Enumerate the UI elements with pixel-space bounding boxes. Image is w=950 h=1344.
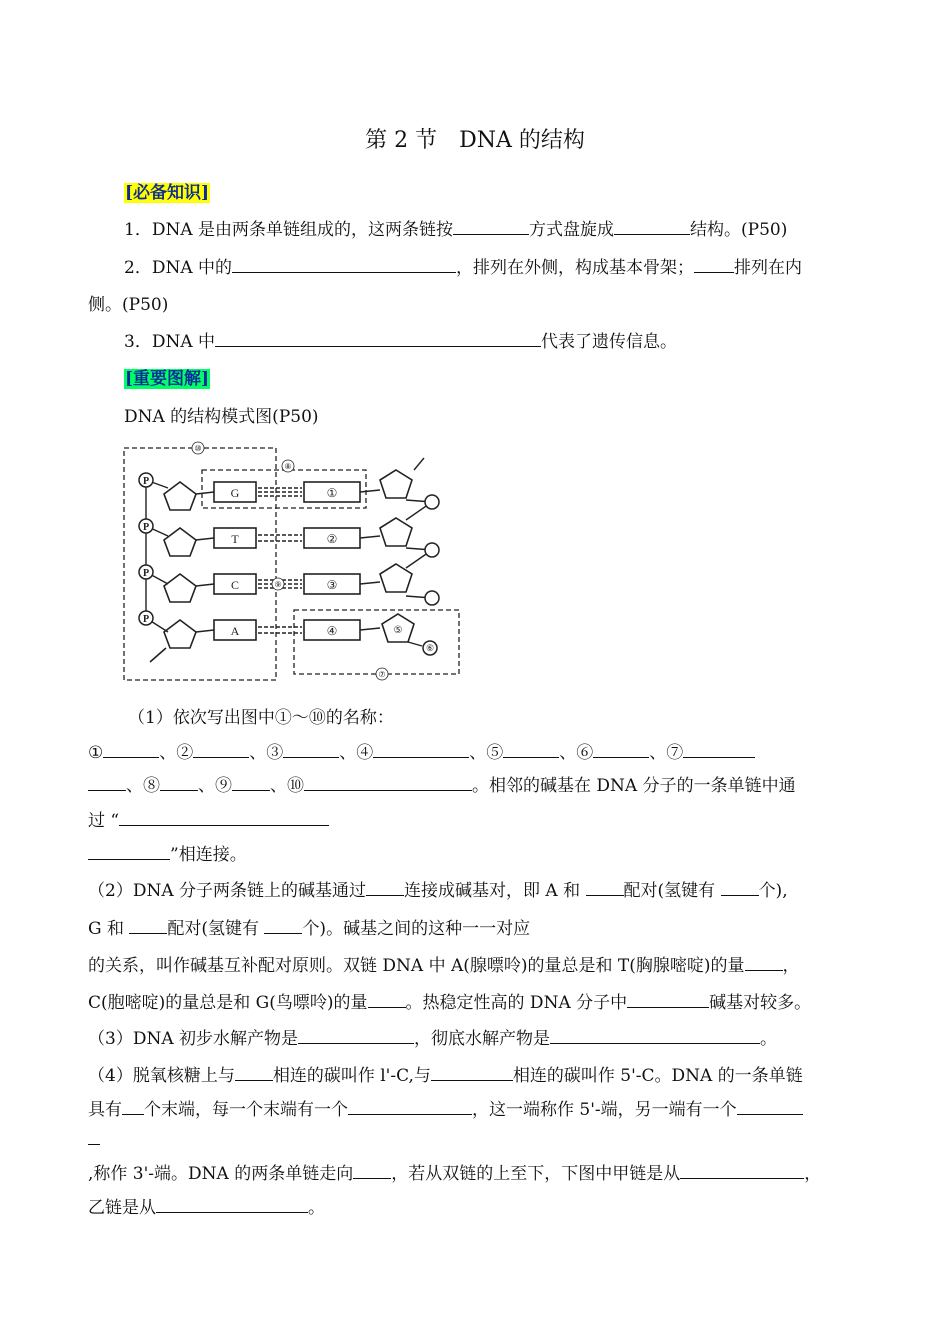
answer-blank[interactable] <box>122 1098 144 1115</box>
text: ,称作 3'-端。DNA 的两条单链走向 <box>88 1164 354 1184</box>
answer-blank[interactable] <box>680 1162 804 1179</box>
svg-text:⑩: ⑩ <box>194 444 202 453</box>
sugar-icon <box>380 564 412 592</box>
text: 3．DNA 中 <box>124 332 216 352</box>
text: 。 <box>760 1029 778 1049</box>
base-label: C <box>230 578 240 592</box>
base-label: G <box>230 486 240 500</box>
answer-blank[interactable] <box>503 741 559 758</box>
box-7-label <box>376 668 388 680</box>
text: 1．DNA 是由两条单链组成的，这两条链按 <box>124 220 454 240</box>
sugar-icon <box>164 482 196 510</box>
answer-blank[interactable] <box>453 218 529 235</box>
text: （4）脱氧核糖上与 <box>88 1066 235 1086</box>
page-title: 第 2 节 DNA 的结构 <box>365 128 585 153</box>
answer-blank[interactable] <box>232 774 270 791</box>
phosphate-label: P <box>142 522 150 533</box>
q4-line-4 <box>88 1196 325 1220</box>
answer-blank[interactable] <box>298 1027 414 1044</box>
answer-blank[interactable] <box>156 1196 308 1213</box>
phosphate-label: P <box>142 476 150 487</box>
base-label: T <box>231 532 239 546</box>
q3-line <box>88 1027 777 1051</box>
hydrogen-bond <box>258 627 302 633</box>
answer-blank[interactable] <box>215 330 541 347</box>
base-label: ④ <box>326 624 338 638</box>
sugar-icon <box>164 620 196 648</box>
q1-line-1 <box>88 741 755 765</box>
text: 、③ <box>249 743 284 763</box>
nucleotide-row-4 <box>139 611 437 655</box>
sugar-icon <box>380 470 412 498</box>
answer-blank[interactable] <box>614 218 690 235</box>
text: 、⑦ <box>649 743 684 763</box>
q4-line-2-cont <box>88 1128 100 1152</box>
nucleotide-row-3 <box>139 564 439 605</box>
answer-blank[interactable] <box>368 991 406 1008</box>
text: 碱基对较多。 <box>709 993 812 1013</box>
text: ，这一端称作 5'-端，另一端有一个 <box>472 1100 737 1120</box>
base-label: ② <box>326 532 338 546</box>
q2-line-1 <box>88 879 788 903</box>
text: 乙链是从 <box>88 1198 156 1218</box>
text: ① <box>88 743 104 763</box>
nucleotide-row-2 <box>139 518 439 557</box>
text: 相连的碳叫作 l'-C,与 <box>272 1066 431 1086</box>
text: 配对(氢键有 <box>167 919 265 939</box>
q4-line-3 <box>88 1162 821 1186</box>
answer-blank[interactable] <box>627 991 709 1008</box>
answer-blank[interactable] <box>694 256 734 273</box>
svg-text:⑦: ⑦ <box>378 670 386 679</box>
dna-structure-diagram <box>118 438 463 686</box>
text: ，彻底水解产物是 <box>414 1029 551 1049</box>
text: 相连的碳叫作 5'-C。DNA 的一条单链 <box>512 1066 803 1086</box>
answer-blank[interactable] <box>586 879 624 896</box>
text: 、⑥ <box>559 743 594 763</box>
text: 过 “ <box>88 811 120 831</box>
phosphate-icon <box>425 495 439 509</box>
text: 2．DNA 中的 <box>124 258 233 278</box>
q2-line-3 <box>88 954 800 978</box>
text: 具有 <box>88 1100 122 1120</box>
text: 、⑨ <box>198 776 232 796</box>
answer-blank[interactable] <box>550 1027 760 1044</box>
text: 。 <box>308 1198 325 1218</box>
phosphate-label: P <box>142 614 150 625</box>
answer-blank[interactable] <box>593 741 649 758</box>
q1-line-4 <box>88 843 247 867</box>
text: 个)。碱基之间的这种一一对应 <box>302 919 531 939</box>
answer-blank[interactable] <box>160 774 198 791</box>
knowledge-item-2 <box>124 256 802 280</box>
phosphate-label: ⑥ <box>425 643 435 653</box>
answer-blank[interactable] <box>353 1162 391 1179</box>
text: 、⑩ <box>270 776 304 796</box>
phosphate-icon <box>425 543 439 557</box>
left-backbone <box>146 480 168 632</box>
sugar-label: ⑤ <box>393 625 403 636</box>
text: 个末端，每一个末端有一个 <box>144 1100 348 1120</box>
answer-blank[interactable] <box>737 1098 803 1115</box>
q1-line-3 <box>88 809 329 833</box>
text: 、④ <box>339 743 374 763</box>
q2-line-2 <box>88 917 530 941</box>
base-label: ③ <box>326 578 338 592</box>
sugar-icon <box>380 518 412 546</box>
text: 、② <box>159 743 194 763</box>
box-8-label <box>282 460 294 472</box>
bond-label <box>272 578 284 590</box>
answer-blank[interactable] <box>119 809 329 826</box>
answer-blank[interactable] <box>232 256 456 273</box>
answer-blank[interactable] <box>683 741 755 758</box>
answer-blank[interactable] <box>721 879 759 896</box>
knowledge-item-1 <box>124 218 787 242</box>
hydrogen-bond <box>258 488 302 496</box>
q1-intro: （1）依次写出图中①～⑩的名称： <box>128 708 394 728</box>
answer-blank[interactable] <box>366 879 404 896</box>
base-label: A <box>230 624 240 638</box>
text: ， <box>804 1164 822 1184</box>
section-tag-key-diagram <box>124 367 210 391</box>
text: 代表了遗传信息。 <box>541 332 678 352</box>
answer-blank[interactable] <box>745 954 783 971</box>
text: 连接成碱基对，即 A 和 <box>404 881 586 901</box>
svg-text:⑧: ⑧ <box>284 462 292 471</box>
text: 排列在内 <box>734 258 803 278</box>
answer-blank[interactable] <box>103 741 159 758</box>
text: 配对(氢键有 <box>623 881 721 901</box>
answer-blank[interactable] <box>88 843 170 860</box>
answer-blank[interactable] <box>264 917 302 934</box>
text: G 和 <box>88 919 130 939</box>
text: ， <box>782 956 800 976</box>
answer-blank[interactable] <box>88 774 126 791</box>
text: 、⑤ <box>469 743 504 763</box>
box-10-label <box>192 442 204 454</box>
answer-blank[interactable] <box>431 1064 513 1081</box>
sugar-icon <box>164 574 196 602</box>
answer-blank[interactable] <box>304 774 472 791</box>
phosphate-label: P <box>142 568 150 579</box>
left-strand-tail <box>150 648 166 662</box>
text: ”相连接。 <box>170 845 247 865</box>
text: 的关系，叫作碱基互补配对原则。双链 DNA 中 A(腺嘌呤)的量总是和 T(胸腺嘧啶)的量 <box>88 956 745 976</box>
q2-line-4 <box>88 991 811 1015</box>
answer-blank[interactable] <box>283 741 339 758</box>
text: 。相邻的碱基在 DNA 分子的一条单链中通 <box>472 776 796 796</box>
answer-blank[interactable] <box>88 1128 100 1145</box>
section-tag-required-knowledge <box>124 181 210 205</box>
text: ，排列在外侧，构成基本骨架； <box>456 258 695 278</box>
nucleotide-row-1 <box>139 470 439 510</box>
text: （2）DNA 分子两条链上的碱基通过 <box>88 881 367 901</box>
tag-label: [必备知识] <box>125 183 210 203</box>
text: （3）DNA 初步水解产物是 <box>88 1029 299 1049</box>
svg-text:⑨: ⑨ <box>274 580 282 589</box>
q4-line-1 <box>88 1064 803 1088</box>
base-label: ① <box>326 486 338 500</box>
q1-line-2 <box>88 774 796 798</box>
answer-blank[interactable] <box>348 1098 472 1115</box>
q4-line-2 <box>88 1098 803 1122</box>
sugar-icon <box>164 528 196 556</box>
tag-label: [重要图解] <box>125 369 210 389</box>
knowledge-item-3 <box>124 330 677 354</box>
text: 结构。(P50) <box>690 220 788 240</box>
knowledge-item-2-cont: 侧。(P50) <box>88 295 169 315</box>
text: 、⑧ <box>126 776 160 796</box>
answer-blank[interactable] <box>193 741 249 758</box>
figure-caption: DNA 的结构模式图(P50) <box>124 407 319 427</box>
phosphate-icon <box>425 591 439 605</box>
answer-blank[interactable] <box>129 917 167 934</box>
hydrogen-bond <box>258 535 302 541</box>
answer-blank[interactable] <box>235 1064 273 1081</box>
text: 。热稳定性高的 DNA 分子中 <box>405 993 628 1013</box>
text: ，若从双链的上至下，下图中甲链是从 <box>391 1164 681 1184</box>
text: C(胞嘧啶)的量总是和 G(鸟嘌呤)的量 <box>88 993 368 1013</box>
answer-blank[interactable] <box>373 741 469 758</box>
text: 方式盘旋成 <box>529 220 615 240</box>
text: 个), <box>758 881 788 901</box>
